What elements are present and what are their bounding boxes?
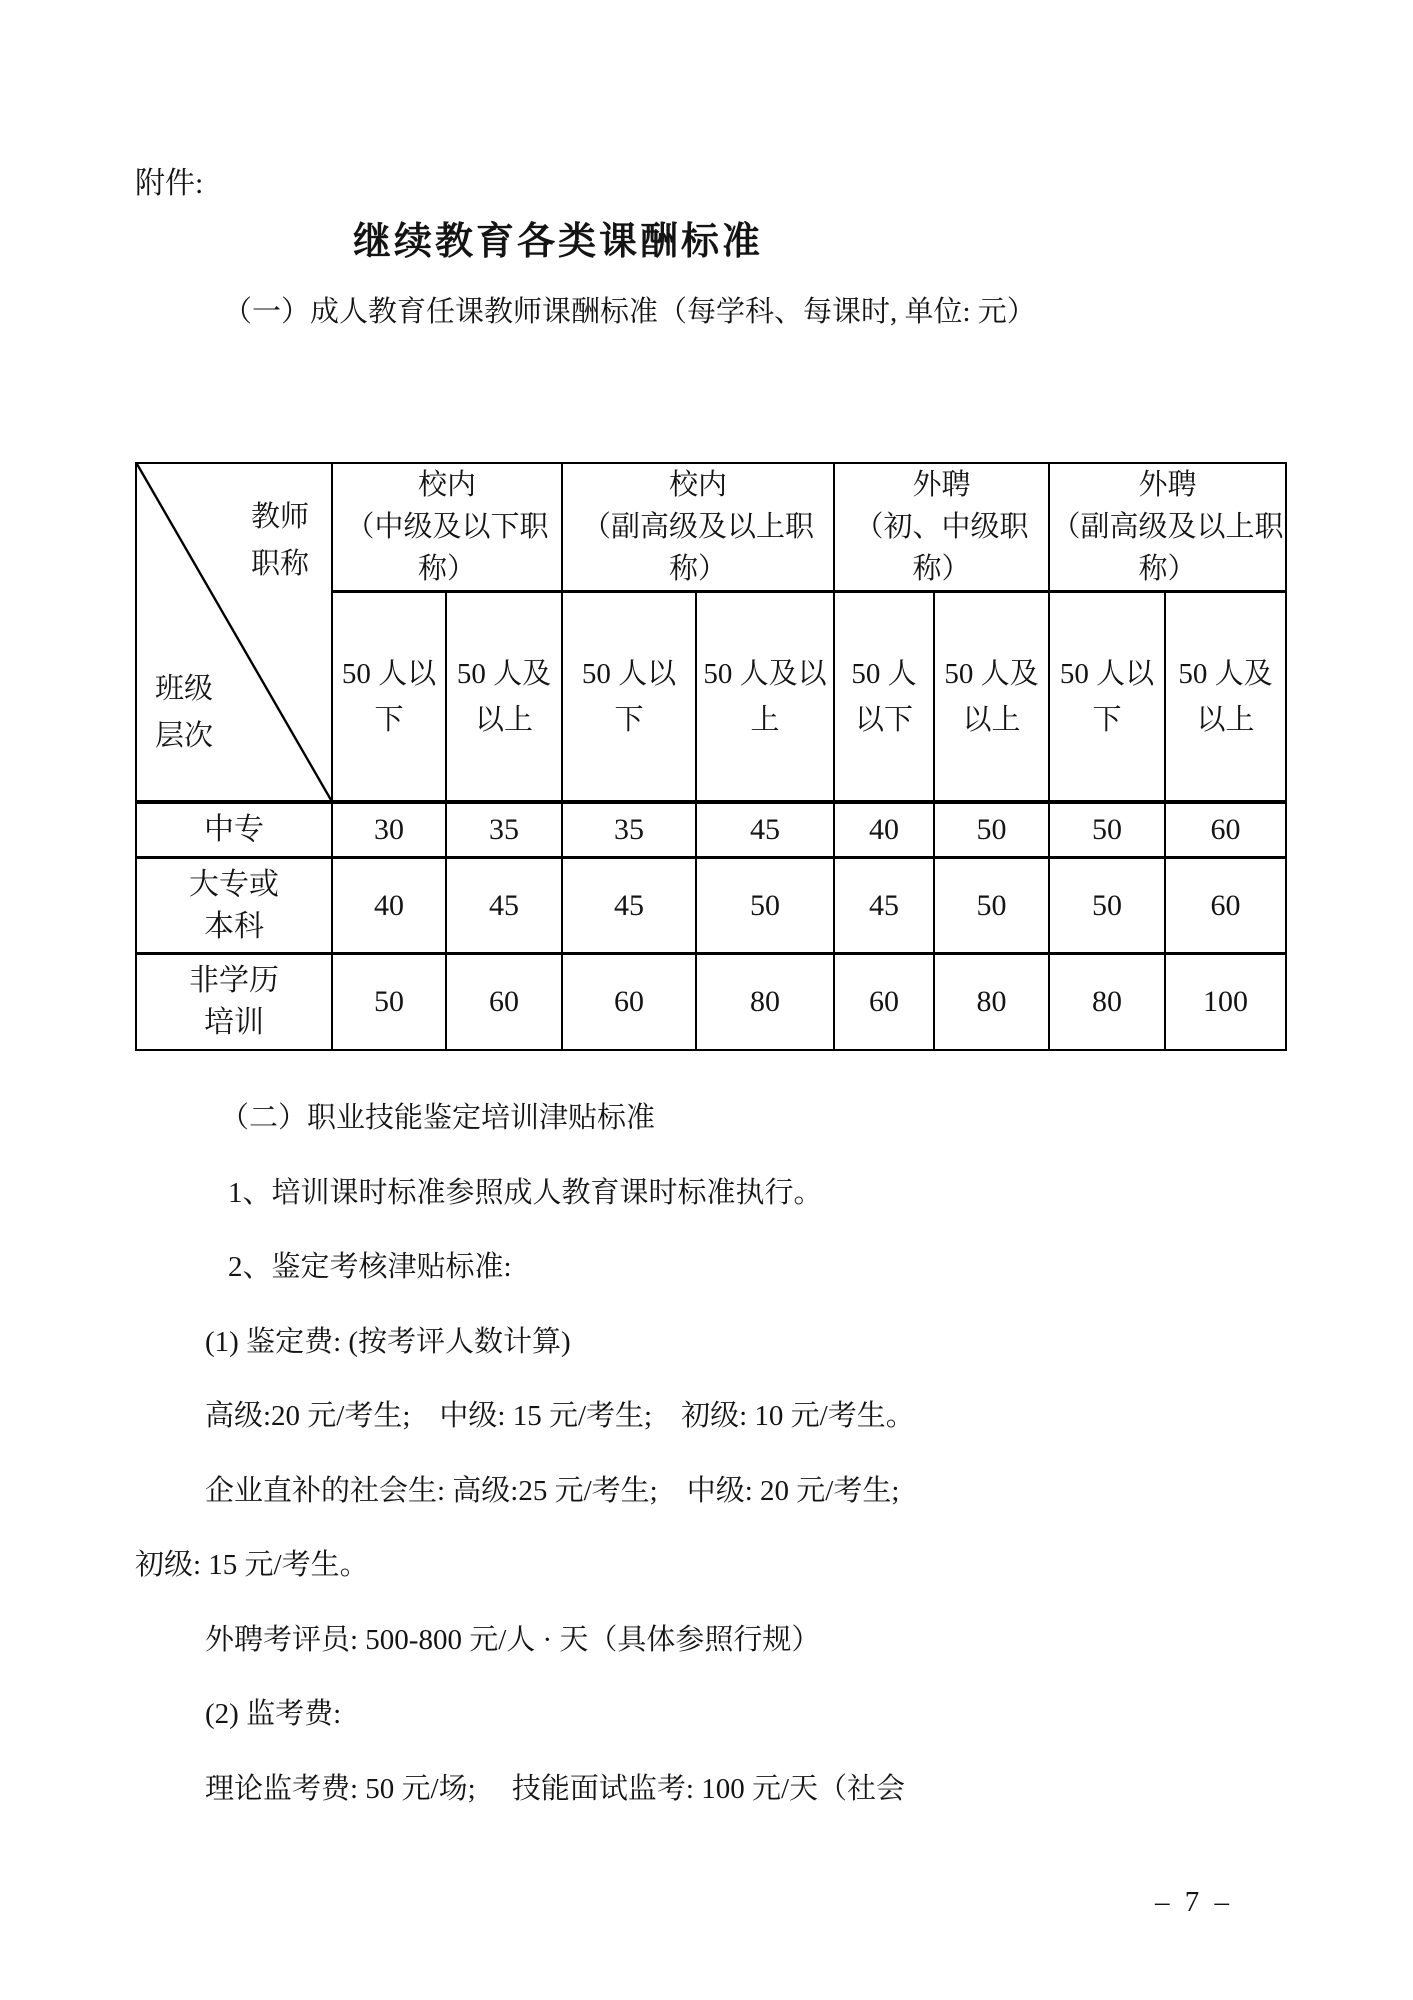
column-group-header	[1049, 463, 1286, 592]
line-training-hours: 1、培训课时标准参照成人教育课时标准执行。	[228, 1176, 823, 1209]
table-row	[136, 802, 1286, 858]
sub-header-cell: 50 人及以上	[696, 592, 834, 803]
section2-heading: （二）职业技能鉴定培训津贴标准	[220, 1102, 656, 1134]
table-cell: 45	[834, 858, 934, 954]
table-cell: 60	[1165, 858, 1286, 954]
sub-header-cell: 50 人及以上	[1165, 592, 1286, 803]
table-cell: 45	[562, 858, 696, 954]
table-row	[136, 858, 1286, 954]
sub-header-cell: 50 人以下	[834, 592, 934, 803]
group-name: 校内	[669, 469, 728, 501]
attachment-label: 附件:	[135, 167, 204, 200]
line-fee-levels: 高级:20 元/考生; 中级: 15 元/考生; 初级: 10 元/考生。	[205, 1400, 915, 1432]
table-cell: 60	[562, 954, 696, 1051]
table-cell: 40	[332, 858, 446, 954]
table-cell: 40	[834, 802, 934, 858]
table-row	[136, 954, 1286, 1051]
sub-header-cell: 50 人及以上	[446, 592, 562, 803]
diagonal-divider	[137, 464, 331, 800]
table-cell: 30	[332, 802, 446, 858]
group-detail: （副高级及以上职称）	[1051, 511, 1284, 585]
sub-header-cell: 50 人以下	[562, 592, 696, 803]
table-cell: 80	[696, 954, 834, 1051]
group-name: 校内	[418, 469, 477, 501]
sub-header-cell: 50 人及以上	[934, 592, 1049, 803]
table-cell: 35	[446, 802, 562, 858]
group-name: 外聘	[1138, 469, 1197, 501]
line-appraisal-fee-label: (1) 鉴定费: (按考评人数计算)	[205, 1325, 571, 1358]
group-detail: （初、中级职称）	[854, 511, 1029, 585]
group-detail: （中级及以下职称）	[345, 511, 549, 585]
document-title: 继续教育各类课酬标准	[353, 221, 764, 263]
group-detail: （副高级及以上职称）	[582, 511, 815, 585]
table-cell: 100	[1165, 954, 1286, 1051]
table-cell: 60	[1165, 802, 1286, 858]
table-cell: 50	[696, 858, 834, 954]
sub-header-cell: 50 人以下	[332, 592, 446, 803]
table-cell: 50	[1049, 858, 1165, 954]
line-fee-continuation: 初级: 15 元/考生。	[135, 1549, 369, 1581]
column-group-header	[562, 463, 834, 592]
corner-teacher-title-label: 教师职称	[250, 501, 309, 580]
line-invigilation-fee-label: (2) 监考费:	[205, 1698, 342, 1730]
table-cell: 60	[834, 954, 934, 1051]
column-group-header	[332, 463, 562, 592]
table-cell: 45	[446, 858, 562, 954]
line-assessment-subsidy: 2、鉴定考核津贴标准:	[228, 1251, 512, 1283]
group-name: 外聘	[912, 469, 971, 501]
table-cell: 80	[1049, 954, 1165, 1051]
table-cell: 35	[562, 802, 696, 858]
table-cell: 60	[446, 954, 562, 1051]
table-cell: 50	[934, 802, 1049, 858]
column-group-header	[834, 463, 1049, 592]
table-cell: 45	[696, 802, 834, 858]
row-label: 大专或本科	[136, 858, 332, 954]
table-cell: 50	[934, 858, 1049, 954]
row-label: 非学历培训	[136, 954, 332, 1051]
line-enterprise-fee: 企业直补的社会生: 高级:25 元/考生; 中级: 20 元/考生;	[205, 1474, 900, 1507]
table-cell: 50	[1049, 802, 1165, 858]
page-number: – 7 –	[1155, 1886, 1233, 1918]
table-corner-cell	[136, 463, 332, 802]
line-invigilation-fee: 理论监考费: 50 元/场; 技能面试监考: 100 元/天（社会	[205, 1772, 906, 1805]
table-cell: 50	[332, 954, 446, 1051]
section1-heading: （一）成人教育任课教师课酬标准（每学科、每课时, 单位: 元）	[223, 296, 1036, 328]
table-cell: 80	[934, 954, 1049, 1051]
row-label: 中专	[136, 802, 332, 858]
corner-class-level-label: 班级层次	[154, 673, 213, 752]
line-external-assessor: 外聘考评员: 500-800 元/人 · 天（具体参照行规）	[205, 1623, 821, 1656]
sub-header-cell: 50 人以下	[1049, 592, 1165, 803]
pay-standards-table	[135, 462, 1287, 1051]
